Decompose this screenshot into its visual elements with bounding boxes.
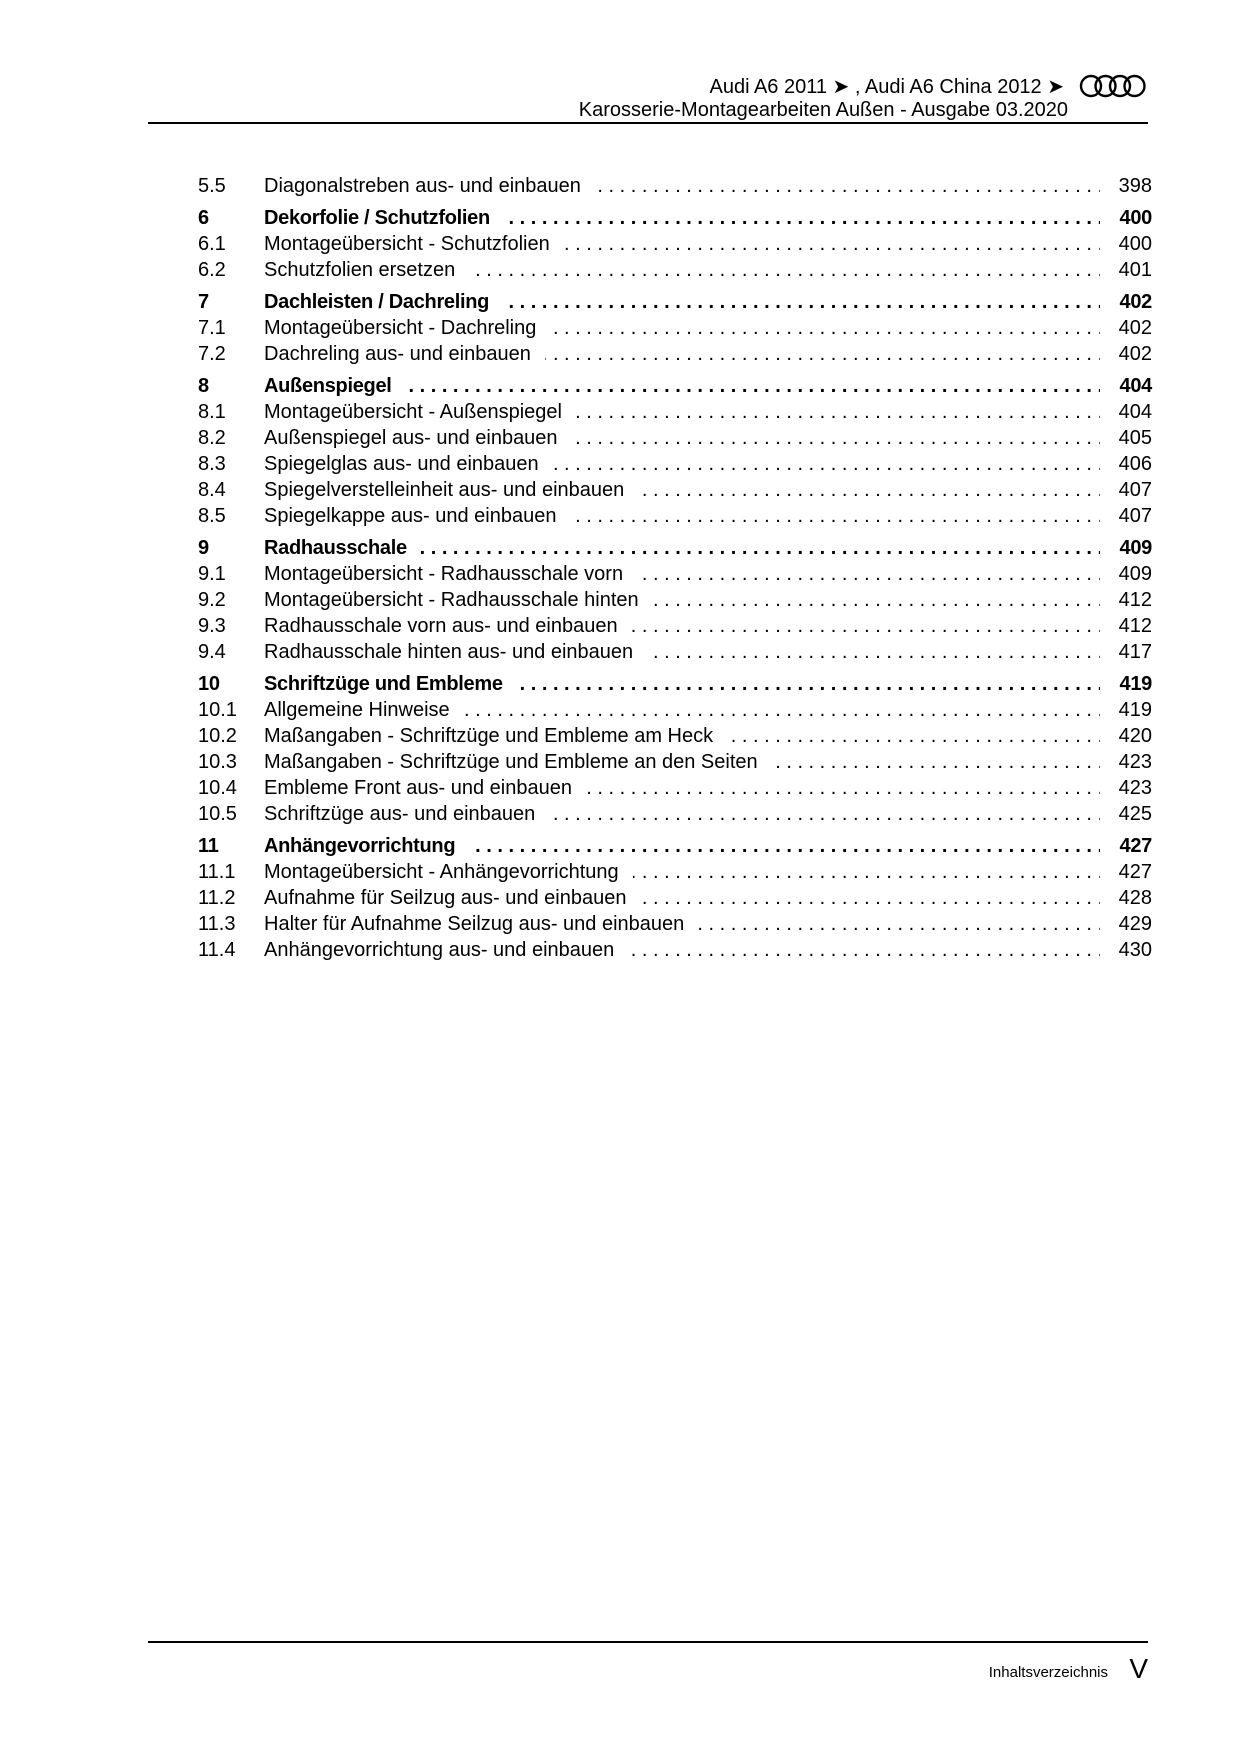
- toc-section-row[interactable]: [198, 613, 1152, 639]
- toc-entry-number: 11.1: [198, 861, 236, 883]
- toc-entry-page: 402: [1119, 291, 1152, 313]
- footer-page-number: V: [1129, 1653, 1148, 1684]
- toc-entry-number: 7.2: [198, 343, 226, 365]
- toc-entry-title-leader: [264, 341, 1100, 367]
- toc-entry-page: 425: [1118, 803, 1152, 825]
- toc-section-row[interactable]: [198, 341, 1152, 367]
- toc-entry-title: Anhängevorrichtung aus- und einbauen: [264, 939, 628, 961]
- toc-entry-number: 8.3: [198, 453, 226, 475]
- toc-entry-page: 406: [1118, 453, 1152, 475]
- toc-entry-page: 402: [1118, 317, 1152, 339]
- toc-entry-title: Anhängevorrichtung: [264, 835, 469, 857]
- toc-entry-number: 9: [198, 537, 209, 559]
- toc-entry-number: 11.3: [198, 913, 236, 935]
- toc-entry-number: 10.1: [198, 699, 237, 721]
- toc-entry-number: 5.5: [198, 175, 226, 197]
- toc-entry-title-leader: [264, 425, 1100, 451]
- toc-chapter-row[interactable]: [198, 373, 1152, 399]
- toc-entry-title-leader: [264, 697, 1100, 723]
- toc-entry-page: 401: [1118, 259, 1152, 281]
- toc-section-row[interactable]: [198, 477, 1152, 503]
- toc-entry-page: 405: [1118, 427, 1152, 449]
- toc-entry-number: 9.3: [198, 615, 226, 637]
- toc-chapter-row[interactable]: [198, 205, 1152, 231]
- toc-section-row[interactable]: [198, 911, 1152, 937]
- toc-entry-number: 10: [198, 673, 220, 695]
- toc-section-row[interactable]: [198, 561, 1152, 587]
- toc-entry-title: Außenspiegel: [264, 375, 406, 397]
- toc-entry-page: 409: [1118, 563, 1152, 585]
- toc-entry-number: 9.4: [198, 641, 226, 663]
- toc-entry-title-leader: [264, 289, 1100, 315]
- toc-entry-title-leader: [264, 833, 1100, 859]
- toc-entry-title-leader: [264, 173, 1100, 199]
- toc-entry-title: Dekorfolie / Schutzfolien: [264, 207, 504, 229]
- toc-entry-title: Radhausschale hinten aus- und einbauen: [264, 641, 647, 663]
- toc-entry-title: Montageübersicht - Radhausschale vorn: [264, 563, 637, 585]
- toc-entry-number: 7: [198, 291, 209, 313]
- toc-section-row[interactable]: [198, 885, 1152, 911]
- toc-entry-number: 8.1: [198, 401, 226, 423]
- toc-chapter-row[interactable]: [198, 535, 1152, 561]
- toc-entry-title-leader: [264, 373, 1100, 399]
- toc-entry-number: 9.2: [198, 589, 226, 611]
- toc-entry-number: 11: [198, 835, 219, 857]
- toc-entry-title-leader: [264, 723, 1100, 749]
- toc-section-row[interactable]: [198, 425, 1152, 451]
- toc-entry-title-leader: [264, 749, 1100, 775]
- toc-section-row[interactable]: [198, 639, 1152, 665]
- toc-entry-number: 10.5: [198, 803, 237, 825]
- toc-entry-page: 404: [1118, 401, 1152, 423]
- toc-chapter-row[interactable]: [198, 289, 1152, 315]
- toc-entry-title-leader: [264, 671, 1100, 697]
- toc-entry-title-leader: [264, 561, 1100, 587]
- toc-entry-page: 417: [1118, 641, 1152, 663]
- toc-entry-title: Maßangaben - Schriftzüge und Embleme an den Seiten: [264, 751, 772, 773]
- toc-entry-title-leader: [264, 613, 1100, 639]
- toc-entry-number: 8: [198, 375, 209, 397]
- toc-entry-page: 407: [1118, 479, 1152, 501]
- toc-entry-page: 400: [1118, 233, 1152, 255]
- toc-entry-title: Dachleisten / Dachreling: [264, 291, 503, 313]
- toc-entry-title-leader: [264, 535, 1100, 561]
- toc-section-row[interactable]: [198, 587, 1152, 613]
- toc-entry-number: 11.2: [198, 887, 236, 909]
- toc-entry-title: Allgemeine Hinweise: [264, 699, 464, 721]
- toc-entry-title-leader: [264, 503, 1100, 529]
- toc-entry-page: 402: [1118, 343, 1152, 365]
- toc-entry-title: Außenspiegel aus- und einbauen: [264, 427, 572, 449]
- toc-entry-page: 407: [1118, 505, 1152, 527]
- toc-entry-title: Radhausschale vorn aus- und einbauen: [264, 615, 632, 637]
- toc-entry-number: 7.1: [198, 317, 226, 339]
- toc-chapter-row[interactable]: [198, 833, 1152, 859]
- toc-entry-page: 404: [1119, 375, 1152, 397]
- toc-entry-title: Montageübersicht - Dachreling: [264, 317, 550, 339]
- toc-section-row[interactable]: [198, 503, 1152, 529]
- toc-section-row[interactable]: [198, 231, 1152, 257]
- toc-entry-page: 412: [1118, 589, 1152, 611]
- toc-entry-title-leader: [264, 257, 1100, 283]
- toc-entry-title: Spiegelkappe aus- und einbauen: [264, 505, 570, 527]
- toc-entry-page: 430: [1118, 939, 1152, 961]
- toc-section-row[interactable]: [198, 697, 1152, 723]
- header-model-line: Audi A6 2011 ➤ , Audi A6 China 2012 ➤: [709, 75, 1064, 98]
- toc-section-row[interactable]: [198, 723, 1152, 749]
- toc-entry-number: 8.2: [198, 427, 226, 449]
- toc-entry-page: 428: [1118, 887, 1152, 909]
- toc-entry-title-leader: [264, 859, 1100, 885]
- toc-entry-number: 9.1: [198, 563, 226, 585]
- toc-section-row[interactable]: [198, 859, 1152, 885]
- toc-entry-title-leader: [264, 231, 1100, 257]
- toc-entry-page: 427: [1119, 835, 1152, 857]
- toc-entry-title: Dachreling aus- und einbauen: [264, 343, 545, 365]
- toc-entry-title-leader: [264, 451, 1100, 477]
- toc-chapter-row[interactable]: [198, 671, 1152, 697]
- toc-entry-number: 11.4: [198, 939, 236, 961]
- toc-entry-number: 8.5: [198, 505, 226, 527]
- toc-entry-page: 419: [1119, 673, 1152, 695]
- toc-section-row[interactable]: [198, 399, 1152, 425]
- toc-entry-title: Montageübersicht - Außenspiegel: [264, 401, 576, 423]
- toc-entry-title: Spiegelverstelleinheit aus- und einbauen: [264, 479, 638, 501]
- toc-entry-title: Montageübersicht - Radhausschale hinten: [264, 589, 653, 611]
- toc-entry-page: 400: [1119, 207, 1152, 229]
- toc-entry-title: Montageübersicht - Anhängevorrichtung: [264, 861, 633, 883]
- toc-entry-title-leader: [264, 911, 1100, 937]
- toc-entry-title-leader: [264, 205, 1100, 231]
- toc-entry-title: Aufnahme für Seilzug aus- und einbauen: [264, 887, 640, 909]
- toc-entry-page: 419: [1118, 699, 1152, 721]
- toc-entry-page: 398: [1118, 175, 1152, 197]
- toc-entry-title-leader: [264, 587, 1100, 613]
- toc-section-row[interactable]: [198, 315, 1152, 341]
- header-model-line-row: [709, 74, 1148, 98]
- toc-entry-title-leader: [264, 477, 1100, 503]
- toc-entry-page: 420: [1118, 725, 1152, 747]
- toc-section-row[interactable]: [198, 749, 1152, 775]
- toc-entry-title: Maßangaben - Schriftzüge und Embleme am Heck: [264, 725, 727, 747]
- toc-entry-title-leader: [264, 801, 1100, 827]
- footer-section-label: Inhaltsverzeichnis: [988, 1664, 1108, 1681]
- page-footer: [148, 1641, 1148, 1703]
- toc-section-row[interactable]: [198, 451, 1152, 477]
- toc-section-row[interactable]: [198, 801, 1152, 827]
- toc-entry-number: 10.3: [198, 751, 237, 773]
- toc-entry-number: 6.1: [198, 233, 226, 255]
- toc-entry-number: 8.4: [198, 479, 226, 501]
- toc-entry-number: 6.2: [198, 259, 226, 281]
- toc-section-row[interactable]: [198, 775, 1152, 801]
- table-of-contents: [198, 173, 1152, 963]
- toc-entry-title-leader: [264, 399, 1100, 425]
- toc-entry-title: Diagonalstreben aus- und einbauen: [264, 175, 595, 197]
- toc-entry-page: 423: [1118, 777, 1152, 799]
- toc-entry-page: 409: [1119, 537, 1152, 559]
- toc-entry-title: Schriftzüge und Embleme: [264, 673, 517, 695]
- toc-entry-number: 6: [198, 207, 209, 229]
- toc-entry-title-leader: [264, 639, 1100, 665]
- toc-entry-title-leader: [264, 315, 1100, 341]
- toc-entry-title: Embleme Front aus- und einbauen: [264, 777, 586, 799]
- toc-entry-title: Schriftzüge aus- und einbauen: [264, 803, 549, 825]
- header-subtitle: Karosserie-Montagearbeiten Außen - Ausgabe 03.2020: [578, 99, 1068, 121]
- toc-entry-page: 412: [1118, 615, 1152, 637]
- toc-entry-title: Spiegelglas aus- und einbauen: [264, 453, 553, 475]
- toc-entry-title: Montageübersicht - Schutzfolien: [264, 233, 564, 255]
- audi-four-rings-logo-icon: [1078, 73, 1148, 99]
- toc-entry-title: Radhausschale: [264, 537, 421, 559]
- toc-entry-title: Halter für Aufnahme Seilzug aus- und einbauen: [264, 913, 698, 935]
- toc-entry-title-leader: [264, 885, 1100, 911]
- toc-section-row[interactable]: [198, 257, 1152, 283]
- toc-entry-number: 10.2: [198, 725, 237, 747]
- toc-entry-page: 423: [1118, 751, 1152, 773]
- toc-section-row[interactable]: [198, 937, 1152, 963]
- toc-entry-title: Schutzfolien ersetzen: [264, 259, 469, 281]
- toc-entry-title-leader: [264, 937, 1100, 963]
- toc-entry-page: 427: [1118, 861, 1152, 883]
- page-header: [148, 70, 1148, 124]
- toc-entry-page: 429: [1118, 913, 1152, 935]
- toc-section-row[interactable]: [198, 173, 1152, 199]
- toc-entry-number: 10.4: [198, 777, 237, 799]
- toc-entry-title-leader: [264, 775, 1100, 801]
